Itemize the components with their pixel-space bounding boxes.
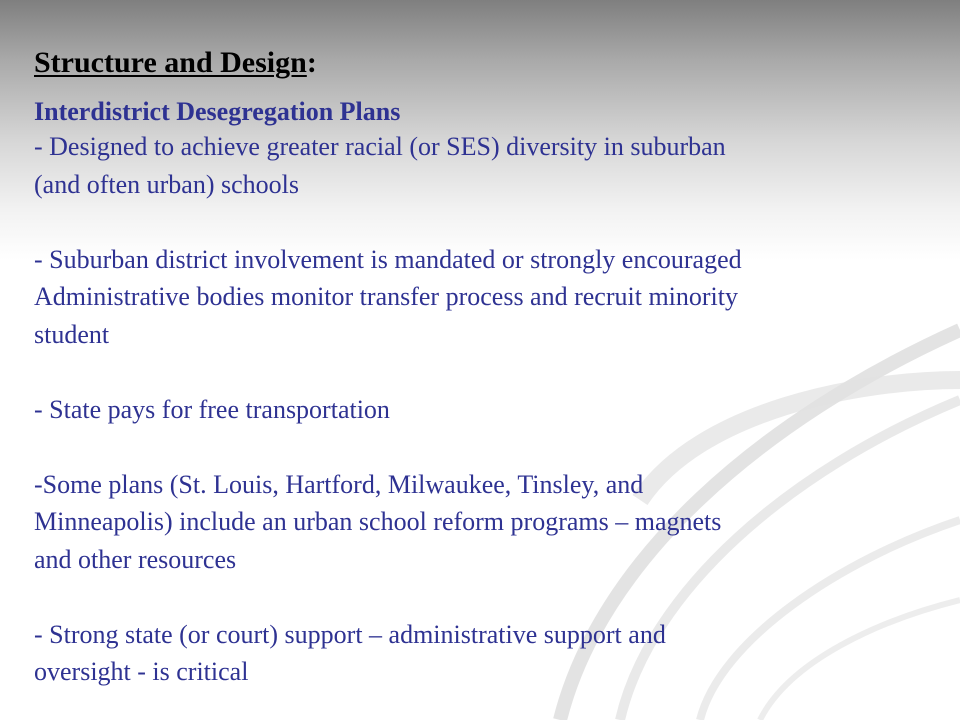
block-involvement bbox=[34, 241, 934, 354]
heading-colon: : bbox=[306, 46, 317, 79]
heading-text: Structure and Design bbox=[34, 46, 307, 79]
block-transportation bbox=[34, 391, 934, 429]
bullet-line: student bbox=[34, 319, 110, 349]
bullet-line: (and often urban) schools bbox=[34, 169, 299, 199]
bullet-line: - Strong state (or court) support – administrative support and bbox=[34, 619, 666, 649]
bullet-line: and other resources bbox=[34, 544, 237, 574]
bullet-line: - Designed to achieve greater racial (or SES) diversity in suburban bbox=[34, 132, 726, 161]
slide-content bbox=[34, 44, 934, 691]
block-state-support bbox=[34, 616, 934, 691]
block-reform-programs bbox=[34, 466, 934, 579]
slide-heading bbox=[34, 44, 934, 82]
bullet-line: oversight - is critical bbox=[34, 657, 249, 686]
bullet-line: -Some plans (St. Louis, Hartford, Milwaukee, Tinsley, and bbox=[34, 469, 644, 499]
bullet-line: Administrative bodies monitor transfer process and recruit minority bbox=[34, 282, 738, 311]
plan-title: Interdistrict Desegregation Plans bbox=[34, 97, 401, 126]
bullet-line: - Suburban district involvement is mandated or strongly encouraged bbox=[34, 244, 742, 274]
bullet-line: - State pays for free transportation bbox=[34, 394, 390, 424]
block-purpose bbox=[34, 128, 934, 203]
bullet-line: Minneapolis) include an urban school reform programs – magnets bbox=[34, 507, 722, 536]
